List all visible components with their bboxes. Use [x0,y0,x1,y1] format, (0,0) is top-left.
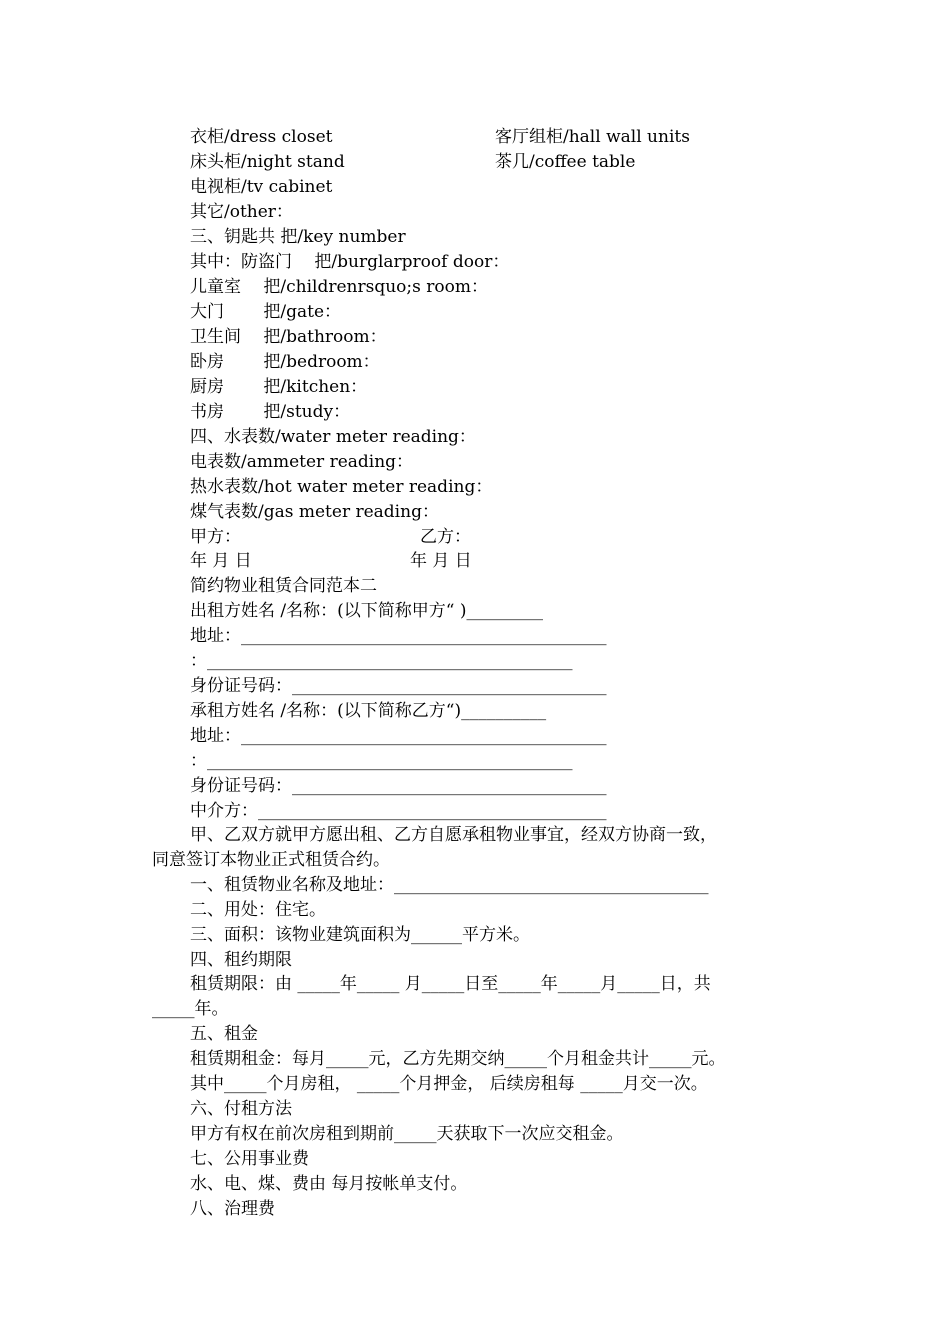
clause-5-rent: 租赁期租金：每月_____元，乙方先期交纳_____个月租金共计_____元。 [190,1049,726,1069]
ammeter-reading: 电表数/ammeter reading： [190,452,414,472]
lessor-address-field: 地址：___________________________________________ [190,626,607,646]
hot-water-meter-reading: 热水表数/hot water meter reading： [190,477,493,497]
item-dress-closet: 衣柜/dress closet [190,127,333,147]
clause-4-term-cont: _____年。 [152,999,229,1019]
item-coffee-table: 茶几/coffee table [495,152,636,172]
lessee-name-field: 承租方姓名 /名称：(以下简称乙方“)__________ [190,701,547,721]
water-meter-reading: 四、水表数/water meter reading： [190,427,476,447]
clause-7-heading: 七、公用事业费 [190,1149,309,1169]
clause-2-use: 二、用处：住宅。 [190,900,326,920]
key-study: 书房 把/study： [190,402,351,422]
item-night-stand: 床头柜/night stand [190,152,345,172]
clause-1-property: 一、租赁物业名称及地址：_____________________________________ [190,875,709,895]
key-burglarproof-door: 其中：防盗门 把/burglarproof door： [190,252,510,272]
contract-title: 简约物业租赁合同范本二 [190,576,377,596]
lessor-name-field: 出租方姓名 /名称：(以下简称甲方“ )_________ [190,601,543,621]
clause-4-heading: 四、租约期限 [190,950,292,970]
party-a-date: 年 月 日 [190,551,252,571]
key-bathroom: 卫生间 把/bathroom： [190,327,387,347]
key-kitchen: 厨房 把/kitchen： [190,377,368,397]
lessor-id-field: 身份证号码：_____________________________________ [190,676,607,696]
clause-3-area: 三、面积：该物业建筑面积为______平方米。 [190,925,530,945]
key-gate: 大门 把/gate： [190,302,342,322]
clause-5-deposit: 其中_____个月房租， _____个月押金， 后续房租每 _____月交一次。 [190,1074,708,1094]
key-bedroom: 卧房 把/bedroom： [190,352,380,372]
clause-7-utilities: 水、电、煤、费由 每月按帐单支付。 [190,1174,468,1194]
item-other: 其它/other： [190,202,293,222]
lessee-extra-field: ：___________________________________________ [190,751,573,771]
clause-8-heading: 八、治理费 [190,1199,275,1219]
gas-meter-reading: 煤气表数/gas meter reading： [190,502,439,522]
item-hall-wall-units: 客厅组柜/hall wall units [495,127,690,147]
key-childrens-room: 儿童室 把/childrenrsquo;s room： [190,277,488,297]
clause-6-payment: 甲方有权在前次房租到期前_____天获取下一次应交租金。 [190,1124,624,1144]
item-tv-cabinet: 电视柜/tv cabinet [190,177,333,197]
clause-6-heading: 六、付租方法 [190,1099,292,1119]
lessor-extra-field: ：___________________________________________ [190,651,573,671]
agreement-paragraph-cont: 同意签订本物业正式租赁合约。 [152,850,390,870]
agent-field: 中介方：_________________________________________ [190,801,607,821]
lessee-address-field: 地址：___________________________________________ [190,726,607,746]
clause-4-term: 租赁期限：由 _____年_____ 月_____日至_____年_____月_____日，共 [190,974,711,994]
party-b-label: 乙方： [420,527,471,547]
lessee-id-field: 身份证号码：_____________________________________ [190,776,607,796]
party-b-date: 年 月 日 [410,551,472,571]
section-key-number: 三、钥匙共 把/key number [190,227,406,247]
clause-5-heading: 五、租金 [190,1024,258,1044]
party-a-label: 甲方： [190,527,241,547]
agreement-paragraph: 甲、乙双方就甲方愿出租、乙方自愿承租物业事宜，经双方协商一致， [190,825,717,845]
